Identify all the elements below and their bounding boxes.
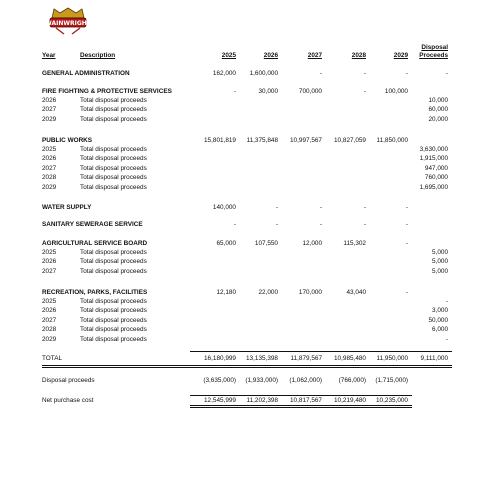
row-description: Total disposal proceeds [80, 106, 147, 114]
row-year: 2026 [42, 155, 57, 163]
section-value: 11,375,848 [246, 137, 278, 144]
section-title: PUBLIC WORKS [42, 137, 93, 144]
section-value: 115,302 [343, 240, 366, 247]
total-value: 10,235,000 [376, 397, 408, 404]
total-label: TOTAL [42, 355, 63, 362]
row-proceeds: 5,000 [432, 267, 448, 275]
row-description: Total disposal proceeds [80, 174, 147, 182]
row-year: 2027 [42, 316, 57, 324]
section-value: 10,827,059 [334, 137, 366, 144]
row-year: 2025 [42, 249, 57, 256]
logo-wordmark: WAINWRIGHT [45, 20, 91, 27]
row-description: Total disposal proceeds [80, 307, 147, 315]
row-year: 2027 [42, 164, 57, 172]
row-year: 2029 [42, 335, 57, 343]
section-value: - [363, 70, 366, 77]
section-value: - [405, 221, 408, 228]
row-description: Total disposal proceeds [80, 267, 147, 275]
row-description: Total disposal proceeds [80, 155, 147, 163]
section-value: - [319, 70, 322, 77]
section-title: AGRICULTURAL SERVICE BOARD [42, 240, 148, 247]
row-description: Total disposal proceeds [80, 97, 147, 104]
net-bottom-rule-2 [190, 407, 412, 408]
section-value: - [275, 221, 278, 228]
section-value: 65,000 [216, 240, 236, 247]
row-proceeds: 3,630,000 [419, 146, 448, 153]
town-logo [40, 6, 96, 36]
row-description: Total disposal proceeds [80, 316, 147, 324]
header-2028: 2028 [351, 52, 366, 59]
section-value: - [233, 88, 236, 95]
section-value: 700,000 [298, 88, 322, 95]
net-bottom-rule [190, 405, 412, 406]
section-value: - [363, 88, 366, 95]
header-2026: 2026 [263, 52, 278, 59]
section-title: RECREATION, PARKS, FACILITIES [42, 289, 148, 296]
total-value: 12,545,999 [204, 397, 236, 404]
section-title: FIRE FIGHTING & PROTECTIVE SERVICES [42, 88, 172, 95]
total-value: (1,062,000) [289, 377, 322, 384]
section-value: - [405, 70, 408, 77]
row-year: 2025 [42, 298, 57, 305]
header-2029: 2029 [393, 52, 408, 59]
row-proceeds: 947,000 [424, 164, 448, 172]
row-year: 2025 [42, 146, 57, 153]
row-proceeds: 5,000 [432, 258, 448, 266]
total-value: 11,879,567 [290, 355, 322, 362]
section-value: 162,000 [212, 70, 236, 77]
header-disposal: Disposal [421, 44, 448, 51]
section-value: - [445, 70, 448, 77]
section-value: 10,997,567 [290, 137, 322, 144]
total-bottom-rule-2 [42, 367, 452, 368]
row-description: Total disposal proceeds [80, 146, 147, 153]
total-value: 9,111,000 [420, 355, 448, 362]
total-value: (3,635,000) [203, 377, 236, 384]
header-description: Description [80, 52, 116, 59]
row-proceeds: 5,000 [432, 249, 448, 256]
row-year: 2027 [42, 106, 57, 114]
row-description: Total disposal proceeds [80, 298, 147, 305]
section-value: - [233, 221, 236, 228]
row-proceeds: 1,915,000 [419, 155, 448, 163]
row-proceeds: 10,000 [428, 97, 448, 104]
section-value: 140,000 [212, 204, 236, 211]
section-value: 1,600,000 [249, 70, 278, 77]
total-value: 10,817,567 [290, 397, 322, 404]
row-year: 2029 [42, 183, 57, 191]
row-proceeds: 1,695,000 [419, 183, 448, 191]
total-value: 13,135,398 [246, 355, 278, 362]
total-value: 10,219,480 [334, 397, 366, 404]
section-value: 22,000 [258, 289, 278, 296]
section-value: 12,000 [302, 240, 322, 247]
section-value: - [275, 204, 278, 211]
row-year: 2026 [42, 307, 57, 315]
row-proceeds: - [445, 298, 448, 305]
net-top-rule [190, 395, 412, 396]
total-value: 11,202,398 [246, 397, 278, 404]
header-proceeds: Proceeds [419, 52, 448, 59]
section-value: - [319, 221, 322, 228]
row-proceeds: 60,000 [428, 106, 448, 114]
section-value: - [405, 289, 408, 296]
crest-icon [40, 6, 96, 36]
section-value: - [363, 221, 366, 228]
row-proceeds: 6,000 [432, 326, 448, 334]
total-value: (766,000) [338, 377, 366, 384]
total-value: 16,180,999 [204, 355, 236, 362]
section-value: 12,180 [216, 289, 236, 296]
section-value: 107,550 [254, 240, 278, 247]
section-value: - [319, 204, 322, 211]
total-label: Net purchase cost [42, 397, 94, 404]
section-value: 30,000 [258, 88, 278, 95]
section-value: - [405, 204, 408, 211]
row-proceeds: 20,000 [428, 115, 448, 123]
row-description: Total disposal proceeds [80, 326, 147, 334]
total-bottom-rule [42, 365, 452, 366]
row-year: 2026 [42, 97, 57, 104]
section-value: - [405, 240, 408, 247]
row-proceeds: 760,000 [424, 174, 448, 182]
row-description: Total disposal proceeds [80, 258, 147, 266]
total-value: (1,933,000) [245, 377, 278, 384]
total-value: 11,950,000 [376, 355, 408, 362]
row-year: 2027 [42, 267, 57, 275]
row-description: Total disposal proceeds [80, 183, 147, 191]
section-value: 100,000 [384, 88, 408, 95]
row-description: Total disposal proceeds [80, 249, 147, 256]
total-top-rule [190, 351, 452, 352]
row-year: 2026 [42, 258, 57, 266]
header-year: Year [42, 52, 56, 59]
section-value: 170,000 [298, 289, 322, 296]
total-value: 10,985,480 [334, 355, 366, 362]
section-value: 11,850,000 [376, 137, 408, 144]
row-proceeds: - [445, 335, 448, 343]
section-value: - [363, 204, 366, 211]
header-2027: 2027 [307, 52, 322, 59]
row-year: 2028 [42, 174, 57, 182]
section-value: 15,801,819 [204, 137, 236, 144]
row-description: Total disposal proceeds [80, 335, 147, 343]
row-description: Total disposal proceeds [80, 164, 147, 172]
row-year: 2029 [42, 115, 57, 123]
row-year: 2028 [42, 326, 57, 334]
header-2025: 2025 [221, 52, 236, 59]
row-proceeds: 50,000 [428, 316, 448, 324]
section-title: WATER SUPPLY [42, 204, 92, 211]
section-title: SANITARY SEWERAGE SERVICE [42, 221, 143, 228]
total-label: Disposal proceeds [42, 377, 95, 384]
row-proceeds: 3,000 [432, 307, 448, 315]
section-title: GENERAL ADMINISTRATION [42, 70, 130, 77]
total-value: (1,715,000) [375, 377, 408, 384]
row-description: Total disposal proceeds [80, 115, 147, 123]
section-value: 43,040 [346, 289, 366, 296]
